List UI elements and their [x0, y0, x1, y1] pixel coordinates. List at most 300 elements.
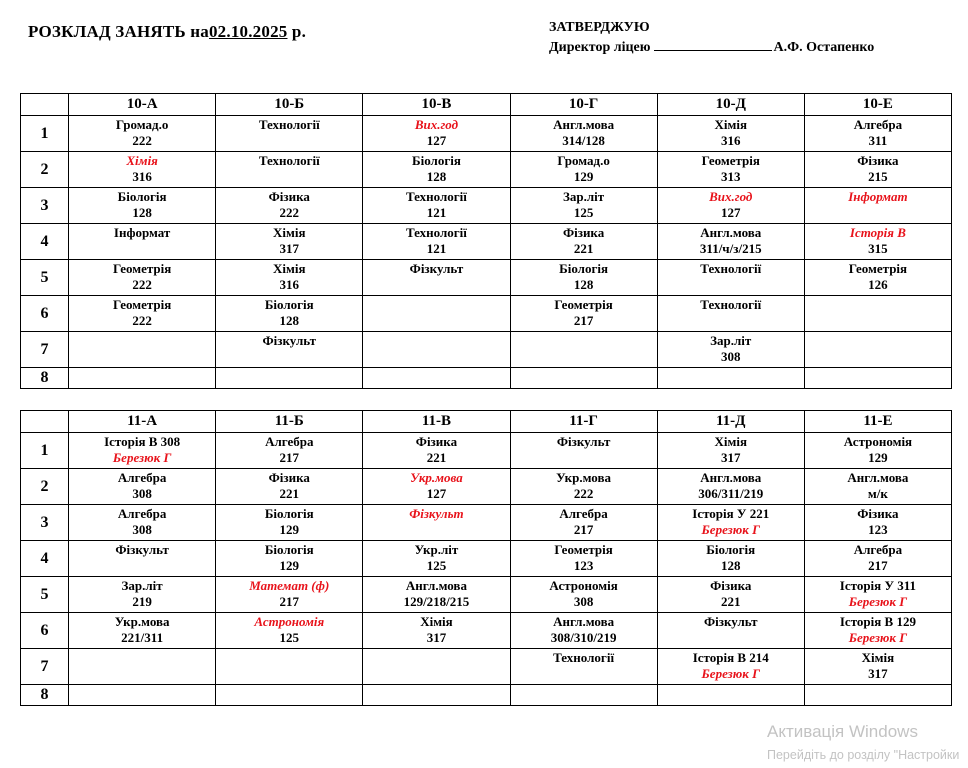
- lesson-cell: [804, 152, 951, 188]
- lesson-cell: [216, 332, 363, 368]
- lesson-cell: [69, 296, 216, 332]
- header-row: [21, 411, 952, 433]
- lesson-cell: [363, 260, 510, 296]
- lesson-cell: [69, 613, 216, 649]
- room-or-teacher-label: 129: [868, 450, 888, 465]
- lesson-cell: [216, 224, 363, 260]
- room-or-teacher-label: 313: [721, 169, 741, 184]
- lesson-cell: [69, 649, 216, 685]
- room-or-teacher-label: 128: [573, 277, 594, 292]
- subject-label: [216, 368, 362, 369]
- subject-label: Хімія: [714, 117, 747, 132]
- lesson-row: [21, 116, 952, 152]
- room-or-teacher-label: 217: [573, 313, 594, 328]
- room-or-teacher-label: 315: [868, 241, 888, 256]
- lesson-cell: [657, 188, 804, 224]
- subject-label: Укр.мова: [114, 614, 170, 629]
- room-or-teacher-label: 217: [868, 558, 888, 573]
- subject-label: Фізкульт: [703, 614, 758, 629]
- subject-label: [216, 685, 362, 686]
- room-or-teacher-label: 129/218/215: [403, 594, 470, 609]
- lesson-cell: [804, 613, 951, 649]
- subject-label: Інформат: [848, 189, 908, 204]
- lesson-number: 4: [21, 224, 69, 260]
- subject-label: Фізика: [268, 470, 310, 485]
- lesson-cell: [216, 296, 363, 332]
- subject-label: Біологія: [706, 542, 756, 557]
- room-or-teacher-label: 217: [279, 450, 300, 465]
- lesson-row: [21, 224, 952, 260]
- subject-label: Укр.мова: [410, 470, 463, 485]
- lesson-cell: [657, 577, 804, 613]
- subject-label: Фізкульт: [409, 261, 464, 276]
- lesson-cell: [510, 116, 657, 152]
- room-or-teacher-label: 317: [721, 450, 741, 465]
- lesson-cell: [804, 577, 951, 613]
- class-header: 10-Д: [657, 94, 804, 116]
- lesson-number: 1: [21, 116, 69, 152]
- lesson-cell: [216, 260, 363, 296]
- subject-label: Технології: [405, 225, 467, 240]
- lesson-cell: [363, 541, 510, 577]
- subject-label: Алгебра: [559, 506, 608, 521]
- room-or-teacher-label: 217: [573, 522, 594, 537]
- lesson-cell: [363, 296, 510, 332]
- lesson-cell: [657, 224, 804, 260]
- lesson-cell: [510, 368, 657, 389]
- lesson-cell: [804, 541, 951, 577]
- subject-label: Астрономія: [254, 614, 325, 629]
- lesson-cell: [69, 188, 216, 224]
- lesson-cell: [510, 188, 657, 224]
- lesson-cell: [69, 505, 216, 541]
- lesson-cell: [216, 613, 363, 649]
- lesson-cell: [216, 469, 363, 505]
- schedule-table-11: [20, 410, 952, 706]
- lesson-number: 7: [21, 649, 69, 685]
- subject-label: Технології: [258, 117, 320, 132]
- approval-block: [549, 18, 874, 58]
- lesson-cell: [657, 469, 804, 505]
- room-or-teacher-label: 317: [426, 630, 447, 645]
- lesson-cell: [69, 116, 216, 152]
- class-header: 10-Е: [804, 94, 951, 116]
- lesson-cell: [216, 505, 363, 541]
- subject-label: Фізика: [562, 225, 605, 240]
- lesson-cell: [69, 469, 216, 505]
- lesson-cell: [216, 577, 363, 613]
- corner-cell: [21, 411, 69, 433]
- room-or-teacher-label: Березюк Г: [848, 594, 908, 609]
- lesson-cell: [657, 433, 804, 469]
- subject-label: Біологія: [264, 506, 314, 521]
- class-header: 11-Г: [510, 411, 657, 433]
- subject-label: Алгебра: [265, 434, 314, 449]
- room-or-teacher-label: 317: [279, 241, 300, 256]
- lesson-cell: [69, 685, 216, 706]
- subject-label: Алгебра: [117, 506, 167, 521]
- subject-label: [805, 332, 951, 333]
- page-title: [28, 22, 306, 42]
- subject-label: Геометрія: [112, 297, 172, 312]
- room-or-teacher-label: Березюк Г: [112, 450, 172, 465]
- subject-label: Геометрія: [112, 261, 172, 276]
- subject-label: Історія В 214: [692, 650, 769, 665]
- lesson-cell: [804, 188, 951, 224]
- room-or-teacher-label: 125: [573, 205, 594, 220]
- subject-label: Фізика: [857, 153, 899, 168]
- subject-label: Астрономія: [843, 434, 913, 449]
- lesson-row: [21, 332, 952, 368]
- subject-label: Біологія: [264, 297, 314, 312]
- class-header: 10-Б: [216, 94, 363, 116]
- lesson-cell: [510, 152, 657, 188]
- schedule-table-10: [20, 93, 952, 389]
- subject-label: Технології: [553, 650, 615, 665]
- lesson-cell: [216, 541, 363, 577]
- room-or-teacher-label: 128: [279, 313, 300, 328]
- subject-label: Вих.год: [414, 117, 459, 132]
- subject-label: Укр.літ: [414, 542, 459, 557]
- subject-label: Громад.о: [557, 153, 610, 168]
- subject-label: Хімія: [714, 434, 747, 449]
- subject-label: [363, 368, 509, 369]
- lesson-cell: [657, 332, 804, 368]
- class-header: 11-А: [69, 411, 216, 433]
- lesson-cell: [216, 152, 363, 188]
- room-or-teacher-label: 308: [132, 486, 152, 501]
- lesson-row: [21, 296, 952, 332]
- room-or-teacher-label: 126: [868, 277, 888, 292]
- subject-label: [69, 332, 215, 333]
- lesson-cell: [657, 296, 804, 332]
- subject-label: Біологія: [411, 153, 461, 168]
- subject-label: [69, 649, 215, 650]
- class-header: 11-В: [363, 411, 510, 433]
- room-or-teacher-label: 127: [426, 133, 447, 148]
- room-or-teacher-label: 129: [279, 558, 300, 573]
- subject-label: Математ (ф): [249, 578, 330, 593]
- room-or-teacher-label: 222: [132, 277, 152, 292]
- lesson-cell: [804, 296, 951, 332]
- lesson-cell: [363, 613, 510, 649]
- lesson-cell: [216, 685, 363, 706]
- lesson-cell: [510, 332, 657, 368]
- subject-label: [69, 368, 215, 369]
- lesson-cell: [804, 433, 951, 469]
- lesson-cell: [510, 577, 657, 613]
- subject-label: Інформат: [113, 225, 171, 240]
- lesson-cell: [216, 368, 363, 389]
- room-or-teacher-label: 311/ч/з/215: [699, 241, 762, 256]
- lesson-cell: [510, 685, 657, 706]
- room-or-teacher-label: 128: [426, 169, 447, 184]
- lesson-cell: [363, 505, 510, 541]
- room-or-teacher-label: 128: [132, 205, 152, 220]
- lesson-cell: [510, 649, 657, 685]
- subject-label: Алгебра: [853, 542, 903, 557]
- subject-label: Фізика: [415, 434, 458, 449]
- lesson-row: [21, 260, 952, 296]
- lesson-cell: [510, 505, 657, 541]
- subject-label: Хімія: [861, 650, 895, 665]
- subject-label: Фізика: [710, 578, 752, 593]
- lesson-cell: [69, 577, 216, 613]
- subject-label: [363, 332, 509, 333]
- subject-label: Біологія: [559, 261, 609, 276]
- lesson-cell: [804, 649, 951, 685]
- lesson-number: 1: [21, 433, 69, 469]
- room-or-teacher-label: 221: [279, 486, 300, 501]
- lesson-cell: [657, 260, 804, 296]
- lesson-cell: [510, 613, 657, 649]
- room-or-teacher-label: 314/128: [562, 133, 605, 148]
- subject-label: [805, 685, 951, 686]
- lesson-number: 5: [21, 260, 69, 296]
- room-or-teacher-label: 219: [132, 594, 152, 609]
- lesson-cell: [69, 260, 216, 296]
- subject-label: Англ.мова: [847, 470, 909, 485]
- room-or-teacher-label: 317: [868, 666, 888, 681]
- class-header: 11-Д: [657, 411, 804, 433]
- lesson-cell: [510, 433, 657, 469]
- lesson-row: [21, 152, 952, 188]
- room-or-teacher-label: Березюк Г: [848, 630, 908, 645]
- room-or-teacher-label: 217: [279, 594, 300, 609]
- subject-label: Хімія: [273, 225, 306, 240]
- class-header: 11-Е: [804, 411, 951, 433]
- lesson-cell: [804, 116, 951, 152]
- lesson-row: [21, 433, 952, 469]
- subject-label: Хімія: [273, 261, 306, 276]
- lesson-cell: [69, 332, 216, 368]
- room-or-teacher-label: 316: [721, 133, 741, 148]
- room-or-teacher-label: 123: [573, 558, 594, 573]
- lesson-cell: [510, 296, 657, 332]
- lesson-cell: [363, 469, 510, 505]
- lesson-cell: [69, 224, 216, 260]
- lesson-row: [21, 469, 952, 505]
- lesson-number: 5: [21, 577, 69, 613]
- room-or-teacher-label: Березюк Г: [701, 522, 760, 537]
- subject-label: Фізкульт: [262, 333, 317, 348]
- subject-label: Алгебра: [117, 470, 167, 485]
- subject-label: Фізика: [268, 189, 310, 204]
- subject-label: Історія У 221: [692, 506, 770, 521]
- lesson-cell: [657, 368, 804, 389]
- lesson-cell: [363, 188, 510, 224]
- subject-label: [805, 296, 951, 297]
- lesson-cell: [657, 152, 804, 188]
- room-or-teacher-label: 222: [132, 313, 152, 328]
- lesson-cell: [510, 224, 657, 260]
- subject-label: Громад.о: [115, 117, 169, 132]
- room-or-teacher-label: 125: [426, 558, 447, 573]
- subject-label: Геометрія: [554, 542, 613, 557]
- windows-activation-watermark-title: Активація Windows: [767, 722, 918, 741]
- room-or-teacher-label: 222: [279, 205, 300, 220]
- room-or-teacher-label: Березюк Г: [701, 666, 760, 681]
- room-or-teacher-label: 129: [573, 169, 594, 184]
- room-or-teacher-label: 121: [426, 205, 447, 220]
- lesson-cell: [804, 368, 951, 389]
- title-prefix: РОЗКЛАД ЗАНЯТЬ на: [28, 22, 209, 41]
- lesson-number: 6: [21, 296, 69, 332]
- room-or-teacher-label: 221: [426, 450, 447, 465]
- subject-label: [511, 332, 657, 333]
- lesson-row: [21, 541, 952, 577]
- title-date: 02.10.2025: [208, 22, 288, 41]
- header-row: [21, 94, 952, 116]
- subject-label: Фізкульт: [409, 506, 464, 521]
- class-header: 10-Г: [510, 94, 657, 116]
- lesson-cell: [804, 469, 951, 505]
- corner-cell: [21, 94, 69, 116]
- lesson-cell: [363, 368, 510, 389]
- room-or-teacher-label: 127: [721, 205, 741, 220]
- lesson-row: [21, 685, 952, 706]
- room-or-teacher-label: 308: [573, 594, 594, 609]
- subject-label: [658, 368, 804, 369]
- lesson-cell: [69, 541, 216, 577]
- lesson-cell: [804, 505, 951, 541]
- room-or-teacher-label: 215: [868, 169, 888, 184]
- lesson-number: 6: [21, 613, 69, 649]
- lesson-cell: [216, 188, 363, 224]
- lesson-row: [21, 368, 952, 389]
- subject-label: Укр.мова: [556, 470, 611, 485]
- subject-label: [69, 685, 215, 686]
- lesson-cell: [804, 685, 951, 706]
- approval-signature-line: [549, 38, 874, 58]
- lesson-cell: [804, 260, 951, 296]
- room-or-teacher-label: м/к: [867, 486, 888, 501]
- lesson-number: 2: [21, 469, 69, 505]
- subject-label: [216, 649, 362, 650]
- lesson-cell: [363, 577, 510, 613]
- lesson-cell: [363, 649, 510, 685]
- lesson-cell: [510, 260, 657, 296]
- lesson-number: 2: [21, 152, 69, 188]
- lesson-cell: [216, 433, 363, 469]
- subject-label: Англ.мова: [700, 225, 762, 240]
- room-or-teacher-label: 316: [279, 277, 300, 292]
- lesson-cell: [363, 433, 510, 469]
- subject-label: [511, 685, 657, 686]
- subject-label: Зар.літ: [563, 189, 605, 204]
- subject-label: [363, 296, 509, 297]
- lesson-cell: [657, 541, 804, 577]
- lesson-row: [21, 188, 952, 224]
- room-or-teacher-label: 127: [426, 486, 447, 501]
- lesson-cell: [657, 505, 804, 541]
- subject-label: Фізика: [857, 506, 899, 521]
- lesson-number: 4: [21, 541, 69, 577]
- lesson-cell: [363, 224, 510, 260]
- lesson-number: 3: [21, 505, 69, 541]
- subject-label: [363, 685, 509, 686]
- room-or-teacher-label: 308: [721, 349, 741, 364]
- lesson-cell: [510, 469, 657, 505]
- lesson-cell: [363, 152, 510, 188]
- approval-title: ЗАТВЕРДЖУЮ: [549, 20, 650, 35]
- room-or-teacher-label: 221: [721, 594, 741, 609]
- lesson-cell: [804, 332, 951, 368]
- subject-label: Технології: [700, 261, 762, 276]
- subject-label: Зар.літ: [121, 578, 163, 593]
- subject-label: Хімія: [420, 614, 453, 629]
- lesson-cell: [510, 541, 657, 577]
- subject-label: Фізкульт: [556, 434, 611, 449]
- room-or-teacher-label: 308/310/219: [550, 630, 617, 645]
- subject-label: Історія В 129: [839, 614, 916, 629]
- lesson-cell: [216, 116, 363, 152]
- lesson-cell: [657, 613, 804, 649]
- subject-label: Алгебра: [853, 117, 903, 132]
- windows-activation-watermark-hint: Перейдіть до розділу "Настройки: [767, 748, 960, 762]
- room-or-teacher-label: 128: [721, 558, 741, 573]
- lesson-cell: [657, 649, 804, 685]
- room-or-teacher-label: 123: [868, 522, 888, 537]
- lesson-cell: [69, 152, 216, 188]
- lesson-cell: [363, 685, 510, 706]
- room-or-teacher-label: 316: [132, 169, 152, 184]
- class-header: 10-В: [363, 94, 510, 116]
- room-or-teacher-label: 221/311: [121, 630, 164, 645]
- lesson-number: 7: [21, 332, 69, 368]
- subject-label: [805, 368, 951, 369]
- subject-label: Астрономія: [549, 578, 618, 593]
- room-or-teacher-label: 311: [868, 133, 888, 148]
- lesson-row: [21, 649, 952, 685]
- subject-label: Вих.год: [709, 189, 753, 204]
- subject-label: Історія В: [849, 225, 906, 240]
- subject-label: Геометрія: [701, 153, 760, 168]
- subject-label: Біологія: [264, 542, 314, 557]
- approval-name: А.Ф. Остапенко: [773, 40, 875, 55]
- room-or-teacher-label: 222: [573, 486, 594, 501]
- room-or-teacher-label: 222: [132, 133, 152, 148]
- subject-label: Технології: [700, 297, 762, 312]
- lesson-cell: [804, 224, 951, 260]
- class-header: 11-Б: [216, 411, 363, 433]
- subject-label: Біологія: [117, 189, 167, 204]
- lesson-cell: [657, 116, 804, 152]
- room-or-teacher-label: 129: [279, 522, 300, 537]
- class-header: 10-А: [69, 94, 216, 116]
- room-or-teacher-label: 308: [132, 522, 152, 537]
- subject-label: Історія У 311: [839, 578, 917, 593]
- signature-line: [654, 38, 772, 51]
- lesson-cell: [363, 116, 510, 152]
- subject-label: Історія В 308: [104, 434, 181, 449]
- subject-label: [658, 685, 804, 686]
- room-or-teacher-label: 221: [573, 241, 594, 256]
- lesson-number: 8: [21, 685, 69, 706]
- lesson-number: 3: [21, 188, 69, 224]
- lesson-cell: [657, 685, 804, 706]
- lesson-cell: [216, 649, 363, 685]
- lesson-row: [21, 613, 952, 649]
- lesson-cell: [69, 433, 216, 469]
- approval-role: Директор ліцею: [549, 40, 651, 55]
- room-or-teacher-label: 125: [279, 630, 300, 645]
- title-suffix: р.: [287, 22, 307, 41]
- subject-label: Зар.літ: [710, 333, 752, 348]
- subject-label: Англ.мова: [405, 578, 467, 593]
- subject-label: [511, 368, 657, 369]
- subject-label: [363, 649, 509, 650]
